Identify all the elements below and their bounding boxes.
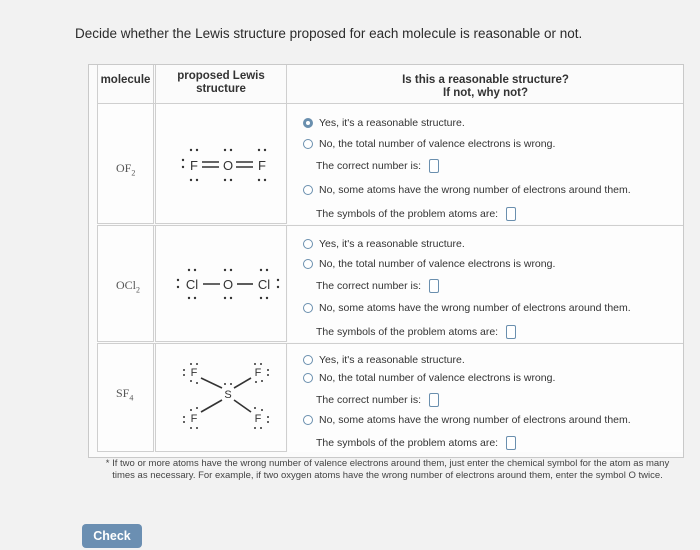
- radio-selected[interactable]: [303, 118, 313, 128]
- radio[interactable]: [303, 355, 313, 365]
- radio[interactable]: [303, 303, 313, 313]
- molecule-cell: [97, 104, 154, 224]
- lewis-structure-cell: [155, 226, 287, 342]
- option-no-total[interactable]: No, the total number of valence electrons is wrong.: [303, 372, 555, 384]
- radio[interactable]: [303, 239, 313, 249]
- option-no-total[interactable]: No, the total number of valence electrons is wrong.: [303, 258, 555, 270]
- atom-f2: F: [254, 367, 262, 379]
- header-question: [288, 65, 683, 103]
- correct-number-row: The correct number is:: [316, 393, 439, 407]
- atom-center: O: [222, 158, 234, 173]
- option-no-atoms[interactable]: No, some atoms have the wrong number of electrons around them.: [303, 414, 631, 426]
- molecule-cell: [97, 226, 154, 342]
- molecule-formula: $OF_2$: [116, 161, 136, 178]
- option-yes[interactable]: Yes, it's a reasonable structure.: [303, 238, 465, 250]
- atom-center: O: [222, 277, 234, 292]
- answer-options: [288, 226, 683, 342]
- atom-f3: F: [190, 413, 198, 425]
- problem-atoms-row: The symbols of the problem atoms are:: [316, 207, 516, 221]
- problem-atoms-input[interactable]: [506, 207, 516, 221]
- header-question-line2: If not, why not?: [443, 87, 528, 99]
- atom-left: Cl: [185, 277, 199, 292]
- option-no-atoms[interactable]: No, some atoms have the wrong number of electrons around them.: [303, 302, 631, 314]
- problem-atoms-input[interactable]: [506, 325, 516, 339]
- problem-atoms-input[interactable]: [506, 436, 516, 450]
- molecule-cell: [97, 344, 154, 452]
- lewis-structure-ocl2: [156, 226, 286, 342]
- answer-options: [288, 344, 683, 452]
- radio[interactable]: [303, 373, 313, 383]
- option-yes[interactable]: Yes, it's a reasonable structure.: [303, 354, 465, 366]
- lewis-table: [88, 64, 684, 458]
- correct-number-row: The correct number is:: [316, 279, 439, 293]
- header-question-line1: Is this a reasonable structure?: [402, 74, 569, 86]
- radio[interactable]: [303, 415, 313, 425]
- table-row-of2: [97, 103, 683, 224]
- atom-center: S: [224, 389, 232, 401]
- molecule-formula: OCl$_2$: [116, 278, 141, 295]
- option-no-atoms[interactable]: No, some atoms have the wrong number of electrons around them.: [303, 184, 631, 196]
- molecule-formula: $SF_4$: [116, 386, 134, 403]
- option-yes[interactable]: Yes, it's a reasonable structure.: [303, 117, 465, 129]
- atom-right: F: [258, 158, 266, 173]
- footnote: [105, 458, 670, 482]
- header-molecule: molecule: [97, 65, 154, 104]
- correct-number-input[interactable]: [429, 159, 439, 173]
- answer-options: [288, 104, 683, 224]
- header-lewis: [155, 65, 287, 104]
- correct-number-input[interactable]: [429, 279, 439, 293]
- footnote-star: *: [105, 458, 110, 469]
- lewis-structure-sf4: [156, 344, 286, 452]
- atom-right: Cl: [257, 277, 271, 292]
- header-lewis-line2: structure: [196, 83, 246, 95]
- correct-number-input[interactable]: [429, 393, 439, 407]
- radio[interactable]: [303, 139, 313, 149]
- table-row-ocl2: [97, 225, 683, 342]
- problem-atoms-row: The symbols of the problem atoms are:: [316, 325, 516, 339]
- lewis-structure-of2: [156, 104, 286, 224]
- table-row-sf4: [97, 343, 683, 452]
- correct-number-row: The correct number is:: [316, 159, 439, 173]
- radio[interactable]: [303, 259, 313, 269]
- lewis-structure-cell: [155, 104, 287, 224]
- atom-left: F: [190, 158, 198, 173]
- atom-f1: F: [190, 367, 198, 379]
- radio[interactable]: [303, 185, 313, 195]
- option-no-total[interactable]: No, the total number of valence electrons is wrong.: [303, 138, 555, 150]
- lewis-structure-cell: [155, 344, 287, 452]
- question-prompt: Decide whether the Lewis structure proposed for each molecule is reasonable or not.: [75, 26, 583, 41]
- header-lewis-line1: proposed Lewis: [177, 70, 265, 82]
- atom-f4: F: [254, 413, 262, 425]
- footnote-text: If two or more atoms have the wrong number of valence electrons around them, just enter the chemical symbol for the atom as many times as necessary. For example, if two oxygen atoms have the wrong number of electrons around them, enter the symbol O twice.: [112, 458, 670, 481]
- check-button[interactable]: Check: [82, 524, 142, 548]
- problem-atoms-row: The symbols of the problem atoms are:: [316, 436, 516, 450]
